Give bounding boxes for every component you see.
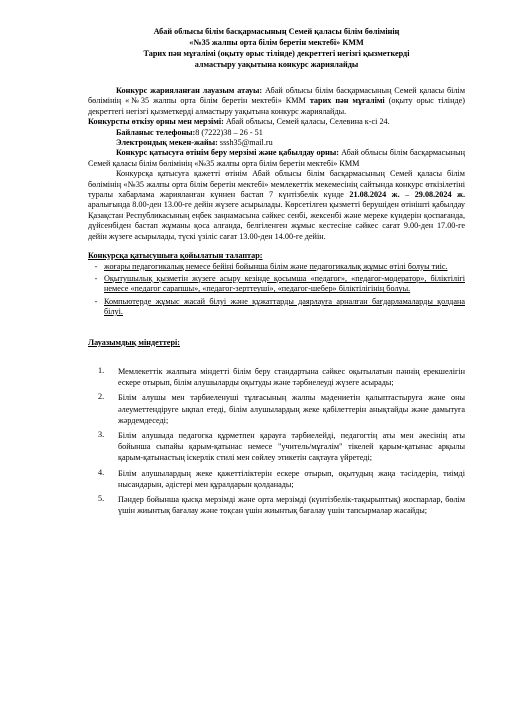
duty-text: Білім алушы мен тәрбиеленуші тұлғасының жалпы мәдениетін қалыптастыруға және оны әлеуметтендіруге ықпал етеді, білім алушылардың жеке қабілеттерін анықтайды және дамытуға жәрдемдеседі; [118,393,465,425]
duty-number: 1. [98,365,105,375]
announced-position-paragraph [88,86,465,117]
phone-paragraph [88,128,465,138]
date-dash: – [399,190,415,200]
duty-number: 5. [98,493,105,503]
date-to: 29.08.2024 ж. [414,190,465,200]
requirement-item: - жоғары педагогикалық немесе бейіні бойынша білім және педагогикалық жұмыс өтілі болуы тиіс. [88,262,465,272]
duty-text: Білім алушыда педагогка құрметпен қарауға тәрбиелейді, педагогтің аты мен әкесінің аты бойынша сыпайы қарым-қатынас немесе "учитель/мұғалім" тікелей қарым-қатынас арқылы қарым-қатынастың іскерлік стилі мен сөйлеу этикетін сақтауға үйретеді; [118,430,465,463]
duty-number: 2. [98,392,105,402]
duty-item [88,494,465,516]
announced-position-text-c: (оқыту орыс тілінде) декреттегі негізгі қызметкерді алмастыру уақытына конкурс жариялайды. [88,96,465,116]
duty-item [88,392,465,426]
title-line-3: Тарих пән мұғалімі (оқыту орыс тілінде) декреттегі негізгі қызметкерді [143,49,410,58]
duty-text: Мемлекеттік жалпыға міндетті білім беру стандартына сәйкес оқытылатын пәннің ерекшелігін ескере отырып, білім алушыларды оқытуды және тәрбиелеуді жүзеге асырады; [118,366,465,388]
requirement-item: - Компьютерде жұмыс жасай білуі және құжаттарды даярлауға арналған бағдарламаларды қолдана білуі. [94,296,465,317]
date-from: 21.08.2024 ж. [349,190,400,200]
phone-label: Байланыс телефоны: [116,127,196,137]
procedure-text-a: Конкурсқа қатысуға қажетті өтінім Абай облысы білім басқармасының Семей қаласы білім бөлімінің «№35 жалпы орта білім беретін мектебі» мемлекеттік мекемесінің сайтында конкурс өткізілетіні туралы хабарлама жарияланған күннен бастап 7 күнтізбелік күнде [88,169,465,200]
duty-text: Пәндер бойынша қысқа мерзімді және орта мерзімді (күнтізбелік-тақырыптық) жоспарлар, бөлім үшін жиынтық бағалау және тоқсан үшін жиынтық бағалау үшін тапсырмалар жасайды; [118,494,465,516]
duties-heading: Лауазымдық міндеттері: [88,337,180,347]
announced-position-subject: тарих пән мұғалімі [309,96,385,106]
duty-item [88,366,465,388]
email-value[interactable]: sssh35@mail.ru [217,138,273,148]
title-line-4: алмастыру уақытына конкурс жариялайды [194,60,359,69]
procedure-paragraph [88,169,465,242]
requirement-text: Оқытушылық қызметін жүзеге асыру кезінде қосымша «педагог», «педагог-модератор», біліктілігі немесе «педагог сарапшы», «педагог-зерттеуші», «педагог-шебер» біліктілігінің болуы. [104,273,465,294]
duties-list [88,366,465,516]
application-paragraph [88,148,465,169]
announced-position-text-a: Абай облысы білім басқармасының Семей қаласы білім бөлімінің «№35 жалпы орта білім беретін мектебі» КММ [88,86,466,106]
venue-value: Абай облысы, Семей қаласы, Селевина к-сі 24. [223,117,390,127]
title-line-1: Абай облысы білім басқармасының Семей қаласы білім бөлімінің [153,27,400,36]
phone-value: 8 (7222)38 – 26 - 51 [195,127,263,137]
email-paragraph [88,138,465,148]
announced-position-label: Конкурс жарияланған лауазым атауы: [116,86,263,95]
duty-number: 3. [98,429,105,439]
duty-text: Білім алушылардың жеке қажеттіліктерін ескере отырып, оқытудың жаңа тәсілдерін, тиімді нысандарын, әдістері мен құралдарын қолданады; [118,468,465,489]
application-value: Абай облысы білім басқармасының Семей қаласы білім бөлімінің «№35 жалпы орта білім беретін мектебі» КММ [88,148,465,168]
requirement-text: Компьютерде жұмыс жасай білуі және құжаттарды даярлауға арналған бағдарламаларды қолдана білуі. [104,296,465,317]
requirements-heading: Конкурсқа қатысушыға қойылатын талаптар: [88,251,263,261]
title-line-2: «№35 жалпы орта білім беретін мектебі» КММ [189,38,364,47]
requirement-item: - Оқытушылық қызметін жүзеге асыру кезінде қосымша «педагог», «педагог-модератор», біліктілігі немесе «педагог сарапшы», «педагог-зерттеуші», «педагог-шебер» біліктілігінің болуы. [94,273,465,294]
duty-item [88,430,465,464]
requirements-list [88,262,465,318]
duty-number: 4. [98,467,105,477]
requirement-text: жоғары педагогикалық немесе бейіні бойынша білім және педагогикалық жұмыс өтілі болуы тиіс. [104,261,448,271]
document-title [88,26,465,70]
procedure-text-b: аралығында 8.00-ден 13.00-ге дейін жүзеге асырылады. Көрсетілген қызметті берушіден өтінішті қабылдау Қазақстан Республикасының еңбек заңнамасына сәйкес сенбі, жексенбі және мереке күндерін қоспағанда, дүйсенбіден бастап жұманы қоса алғанда, белгіленген жұмыс кестесіне сәйкес сағат 9.00-ден 17.00-ге дейін жүзеге асырылады, түскі үзіліс сағат 13.00-ден 14.00-ге дейін. [88,200,465,241]
application-label: Конкурс қатысуға өтінім беру мерзімі және қабылдау орны: [116,148,339,158]
venue-label: Конкурсты өткізу орны мен мерзімі: [88,117,224,127]
email-label: Электрондық мекен-жайы: [116,138,218,148]
duty-item [88,468,465,490]
venue-paragraph [88,117,465,127]
